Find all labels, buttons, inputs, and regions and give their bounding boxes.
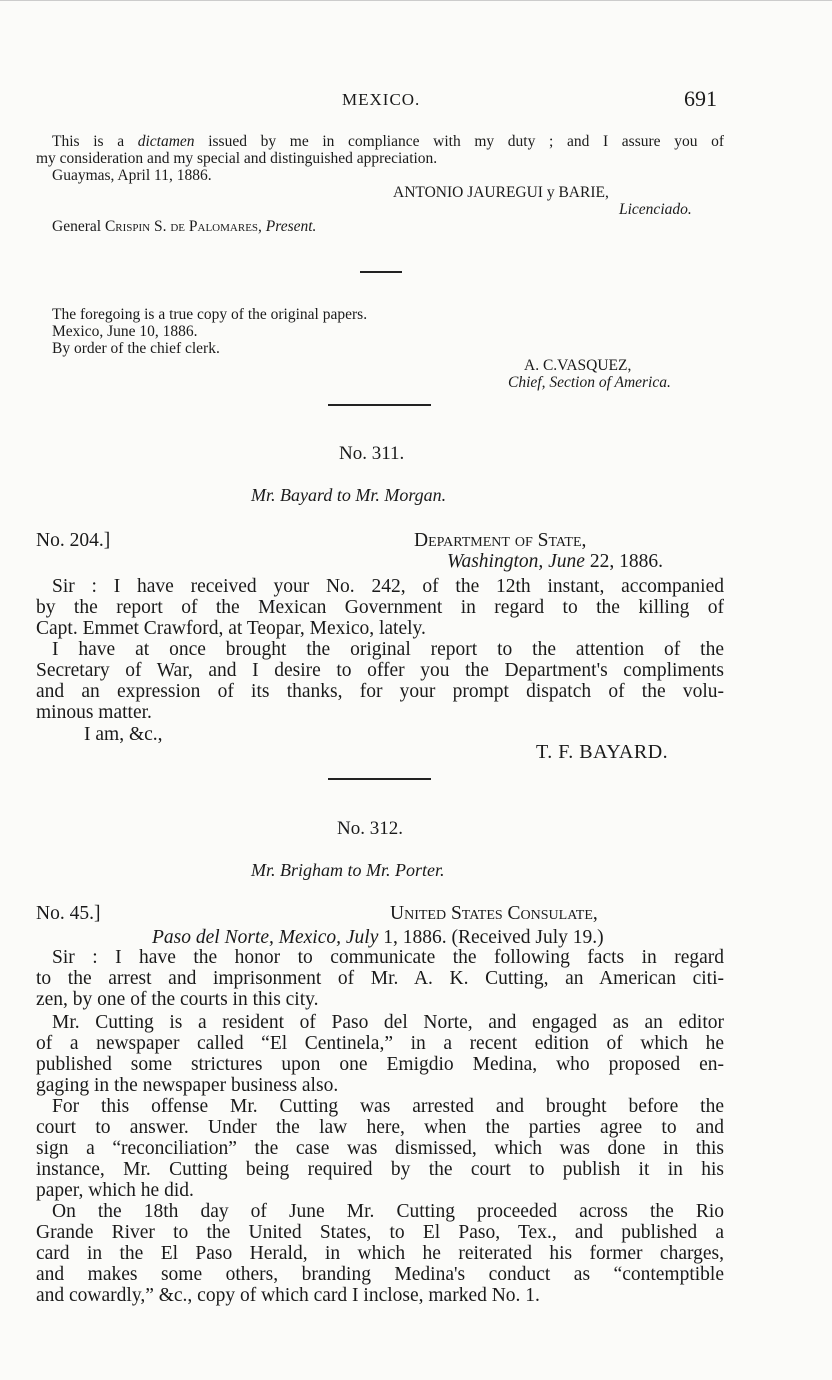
dictamen-addressee: General Crispin S. de Palomares, Present. — [52, 218, 317, 235]
doc312-body-line-17: and cowardly,” &c., copy of which card I inclose, marked No. 1. — [36, 1285, 540, 1306]
doc312-body-line-3: zen, by one of the courts in this city. — [36, 989, 319, 1010]
dictamen-signer-title: Licenciado. — [619, 201, 692, 218]
doc312-consulate: United States Consulate, — [390, 903, 598, 924]
doc311-body-line-4: I have at once brought the original report to the attention of the — [52, 639, 724, 660]
doc311-place-date: Washington, June 22, 1886. — [447, 551, 663, 572]
section-divider-2 — [328, 404, 431, 406]
doc311-body-line-7: minous matter. — [36, 702, 152, 723]
dictamen-line-2: my consideration and my special and distinguished appreciation. — [36, 150, 438, 167]
doc312-body-line-6: published some strictures upon one Emigdio Medina, who proposed en- — [36, 1054, 724, 1075]
doc312-body-line-5: of a newspaper called “El Centinela,” in a recent edition of which he — [36, 1033, 724, 1054]
doc312-body-line-4: Mr. Cutting is a resident of Paso del Norte, and engaged as an editor — [52, 1012, 724, 1033]
doc311-body-line-1: Sir : I have received your No. 242, of the 12th instant, accompanied — [52, 576, 724, 597]
doc311-body-line-5: Secretary of War, and I desire to offer you the Department's compliments — [36, 660, 724, 681]
doc312-body-line-12: paper, which he did. — [36, 1180, 194, 1201]
doc311-body-line-3: Capt. Emmet Crawford, at Teopar, Mexico, lately. — [36, 618, 426, 639]
doc312-body-line-11: instance, Mr. Cutting being required by the court to publish it in his — [36, 1159, 724, 1180]
doc311-body-line-6: and an expression of its thanks, for your prompt dispatch of the volu- — [36, 681, 724, 702]
page-top-border — [0, 0, 832, 1]
doc312-title: Mr. Brigham to Mr. Porter. — [251, 860, 445, 880]
doc312-place-date: Paso del Norte, Mexico, July 1, 1886. (Received July 19.) — [152, 927, 604, 948]
doc311-closing: I am, &c., — [84, 724, 163, 745]
cert-signer-title: Chief, Section of America. — [508, 374, 671, 391]
doc312-body-line-1: Sir : I have the honor to communicate the following facts in regard — [52, 947, 724, 968]
running-head: MEXICO. — [342, 90, 421, 109]
doc312-body-line-13: On the 18th day of June Mr. Cutting proceeded across the Rio — [52, 1201, 724, 1222]
doc312-body-line-16: and makes some others, branding Medina's conduct as “contemptible — [36, 1264, 724, 1285]
dictamen-date: Guaymas, April 11, 1886. — [52, 167, 212, 184]
section-divider-1 — [360, 271, 402, 273]
page-number: 691 — [684, 86, 717, 111]
doc312-number: No. 312. — [337, 818, 403, 839]
doc311-signer: T. F. BAYARD. — [536, 741, 669, 763]
cert-line-3: By order of the chief clerk. — [52, 340, 220, 357]
dictamen-line-1: This is a dictamen issued by me in compliance with my duty ; and I assure you of — [52, 133, 724, 150]
doc312-body-line-10: sign a “reconciliation” the case was dismissed, which was done in this — [36, 1138, 724, 1159]
doc312-body-line-7: gaging in the newspaper business also. — [36, 1075, 339, 1096]
doc311-body-line-2: by the report of the Mexican Government in regard to the killing of — [36, 597, 724, 618]
doc312-body-line-8: For this offense Mr. Cutting was arrested and brought before the — [52, 1096, 724, 1117]
cert-line-2: Mexico, June 10, 1886. — [52, 323, 198, 340]
section-divider-3 — [328, 778, 431, 780]
doc312-body-line-14: Grande River to the United States, to El Paso, Tex., and published a — [36, 1222, 724, 1243]
cert-signer: A. C.VASQUEZ, — [524, 357, 632, 374]
doc311-dept: Department of State, — [414, 530, 587, 551]
doc311-title: Mr. Bayard to Mr. Morgan. — [251, 485, 447, 505]
dictamen-signer: ANTONIO JAUREGUI y BARIE, — [393, 184, 609, 201]
doc311-ref: No. 204.] — [36, 530, 111, 551]
doc312-body-line-9: court to answer. Under the law here, when the parties agree to and — [36, 1117, 724, 1138]
doc312-ref: No. 45.] — [36, 903, 101, 924]
doc312-body-line-15: card in the El Paso Herald, in which he reiterated his former charges, — [36, 1243, 724, 1264]
cert-line-1: The foregoing is a true copy of the original papers. — [52, 306, 368, 323]
doc311-number: No. 311. — [339, 443, 405, 464]
doc312-body-line-2: to the arrest and imprisonment of Mr. A. K. Cutting, an American citi- — [36, 968, 724, 989]
